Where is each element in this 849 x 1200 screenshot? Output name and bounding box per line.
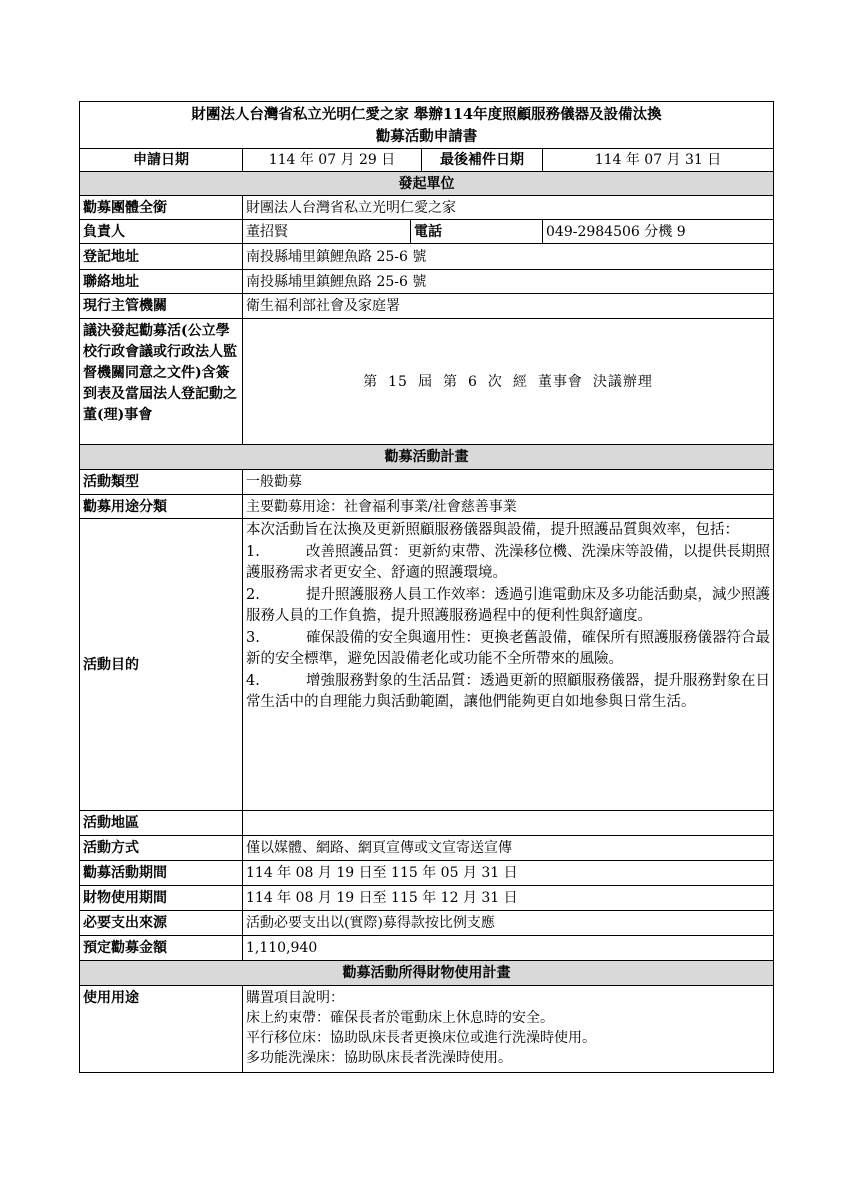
resolution-row — [80, 319, 773, 445]
resolution-part: 次 — [487, 373, 503, 390]
dates-row — [80, 149, 773, 172]
org-name-value: 財團法人台灣省私立光明仁愛之家 — [246, 199, 456, 216]
resolution-part: 第 — [442, 373, 458, 390]
expense-row — [80, 911, 773, 936]
period-row — [80, 861, 773, 886]
purpose-item-text: 改善照護品質：更新約束帶、洗澡移位機、洗澡床等設備，以提供長期照護服務需求者更安全、舒適的照護環境。 — [246, 543, 770, 581]
use-line: 購置項目說明： — [246, 990, 344, 1006]
apply-date-label: 申請日期 — [80, 149, 243, 171]
reg-address-row — [80, 244, 773, 270]
usage-category-row — [80, 495, 773, 519]
area-row — [80, 811, 773, 836]
resolution-part: 董事會 — [537, 373, 583, 390]
resolution-part: 經 — [512, 373, 528, 390]
purpose-label: 活動目的 — [80, 519, 243, 810]
expense-value: 活動必要支出以(實際)募得款按比例支應 — [246, 915, 495, 931]
purpose-row — [80, 519, 773, 811]
section-plan-row — [80, 445, 773, 470]
method-label: 活動方式 — [80, 836, 243, 860]
area-value — [243, 811, 773, 835]
purpose-item — [246, 628, 770, 671]
purpose-item-text: 提升照護服務人員工作效率：透過引進電動床及多功能活動桌，減少照護服務人員的工作負擔，提升照護服務過程中的便利性與舒適度。 — [246, 586, 770, 624]
use-value — [243, 986, 773, 1072]
use-line: 平行移位床：協助臥床長者更換床位或進行洗澡時使用。 — [246, 1030, 596, 1046]
reg-address-label: 登記地址 — [80, 244, 243, 269]
purpose-item-num: 1. — [246, 543, 260, 560]
resolution-part: 決議辦理 — [592, 373, 653, 390]
usage-period-label: 財物使用期間 — [80, 886, 243, 910]
authority-label: 現行主管機關 — [80, 294, 243, 318]
form-title — [80, 102, 773, 148]
use-label: 使用用途 — [80, 986, 243, 1072]
authority-row — [80, 294, 773, 319]
period-label: 勸募活動期間 — [80, 861, 243, 885]
purpose-item-num: 3. — [246, 629, 260, 646]
amount-label: 預定勸募金額 — [80, 936, 243, 960]
org-name-label: 勸募團體全銜 — [80, 196, 243, 219]
owner-value: 董招賢 — [243, 220, 411, 243]
owner-row — [80, 220, 773, 244]
usage-period-row — [80, 886, 773, 911]
contact-address-value: 南投縣埔里鎮鯉魚路 25-6 號 — [246, 273, 427, 290]
expense-label: 必要支出來源 — [80, 911, 243, 935]
resolution-term: 15 — [388, 373, 408, 390]
resolution-part: 屆 — [417, 373, 433, 390]
section-usage: 勸募活動所得財物使用計畫 — [80, 961, 773, 985]
purpose-item — [246, 671, 770, 714]
section-initiator: 發起單位 — [80, 172, 773, 195]
activity-type-label: 活動類型 — [80, 470, 243, 494]
contact-address-row — [80, 270, 773, 294]
purpose-item-num: 4. — [246, 672, 260, 689]
owner-label: 負責人 — [80, 220, 243, 243]
resolution-session: 6 — [467, 373, 478, 390]
phone-label: 電話 — [411, 220, 543, 243]
activity-type-value: 一般勸募 — [246, 474, 302, 490]
org-name-row — [80, 196, 773, 220]
area-label: 活動地區 — [80, 811, 243, 835]
purpose-item-text: 確保設備的安全與適用性：更換老舊設備，確保所有照護服務儀器符合最新的安全標準，避免因設備老化或功能不全所帶來的風險。 — [246, 629, 770, 667]
usage-category-label: 勸募用途分類 — [80, 495, 243, 518]
last-supplement-value: 114 年 07 月 31 日 — [594, 152, 722, 168]
amount-row — [80, 936, 773, 961]
use-line: 床上約束帶：確保長者於電動床上休息時的安全。 — [246, 1010, 554, 1026]
last-supplement-label: 最後補件日期 — [422, 149, 543, 171]
purpose-item-text: 增強服務對象的生活品質：透過更新的照顧服務儀器，提升服務對象在日常生活中的自理能力與活動範圍，讓他們能夠更自如地參與日常生活。 — [246, 672, 770, 710]
apply-date-value: 114 年 07 月 29 日 — [243, 149, 422, 171]
purpose-item — [246, 542, 770, 585]
usage-period-value: 114 年 08 月 19 日至 115 年 12 月 31 日 — [246, 890, 518, 906]
purpose-item — [246, 585, 770, 628]
resolution-part: 第 — [363, 373, 379, 390]
resolution-label: 議決發起勸募活(公立學校行政會議或行政法人監督機關同意之文件)含簽到表及當屆法人登記動之董(理)事會 — [80, 319, 243, 444]
form-title-line1: 財團法人台灣省私立光明仁愛之家 舉辦114年度照顧服務儀器及設備汰換 — [191, 106, 662, 123]
phone-value: 049-2984506 分機 9 — [546, 223, 686, 240]
section-initiator-row — [80, 172, 773, 196]
resolution-value — [243, 319, 773, 444]
period-value: 114 年 08 月 19 日至 115 年 05 月 31 日 — [246, 865, 518, 881]
method-row — [80, 836, 773, 861]
usage-category-value: 主要勸募用途：社會福利事業/社會慈善事業 — [246, 498, 517, 515]
use-row — [80, 986, 773, 1072]
reg-address-value: 南投縣埔里鎮鯉魚路 25-6 號 — [246, 248, 427, 265]
method-value: 僅以媒體、網路、網頁宣傳或文宣寄送宣傳 — [246, 840, 512, 856]
purpose-item-num: 2. — [246, 586, 260, 603]
title-row — [80, 102, 773, 149]
authority-value: 衛生福利部社會及家庭署 — [246, 298, 400, 314]
activity-type-row — [80, 470, 773, 495]
purpose-value — [243, 519, 773, 810]
form-title-line2: 勸募活動申請書 — [375, 128, 478, 145]
amount-value: 1,110,940 — [246, 940, 318, 956]
use-line: 多功能洗澡床：協助臥床長者洗澡時使用。 — [246, 1050, 512, 1066]
purpose-intro: 本次活動旨在汰換及更新照顧服務儀器與設備，提升照護品質與效率，包括： — [246, 522, 739, 538]
section-usage-row — [80, 961, 773, 986]
section-plan: 勸募活動計畫 — [80, 445, 773, 469]
application-form — [79, 101, 774, 1073]
contact-address-label: 聯絡地址 — [80, 270, 243, 293]
